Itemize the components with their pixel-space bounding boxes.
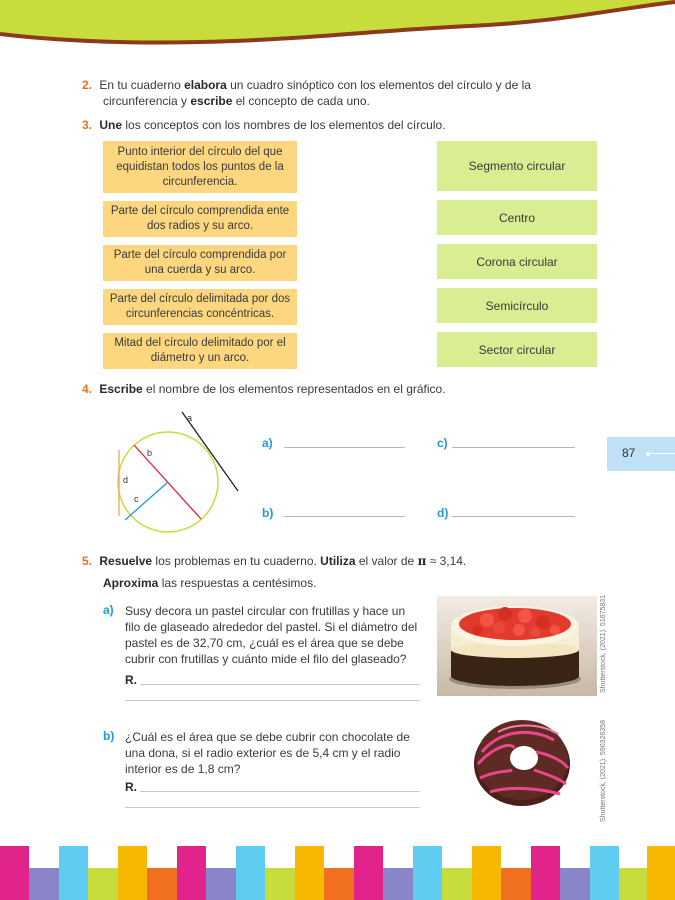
- exercise-5-text-b: el valor de: [355, 554, 418, 568]
- exercise-3-verb: Une: [99, 118, 123, 132]
- page-tab-line: [650, 453, 675, 454]
- exercise-5-text-a: los problemas en tu cuaderno.: [152, 554, 321, 568]
- problem-a-label: a): [103, 603, 114, 617]
- diagram-label-b: b: [147, 448, 153, 458]
- exercise-5-line-2: [103, 575, 563, 591]
- exercise-2-text-c: circunferencia y: [103, 94, 191, 108]
- answer-label-c: c): [437, 436, 448, 450]
- name-box-centro[interactable]: Centro: [437, 200, 597, 235]
- donut-image: [468, 712, 578, 812]
- definition-box-2[interactable]: Parte del círculo comprendida ente dos radios y su arco.: [103, 201, 297, 237]
- exercise-4-verb: Escribe: [99, 382, 143, 396]
- problem-a-r-label: R.: [125, 673, 137, 687]
- diagram-label-c: c: [134, 494, 139, 504]
- problem-b-answer-line-1[interactable]: [140, 791, 420, 792]
- header-wave: [0, 0, 675, 60]
- problem-b-label: b): [103, 729, 115, 743]
- exercise-5-verb-3: Aproxima: [103, 576, 159, 590]
- exercise-2-text-d: el concepto de cada uno.: [232, 94, 370, 108]
- exercise-5-text-c: ≈ 3,14.: [426, 554, 467, 568]
- exercise-2: [82, 77, 562, 93]
- radius-line: [125, 482, 168, 520]
- answer-label-a: a): [262, 436, 273, 450]
- decorative-color-strip: [0, 846, 675, 900]
- name-box-sector-circular[interactable]: Sector circular: [437, 332, 597, 367]
- problem-b-image-credit: Shutterstock, (2021). 590326358: [600, 720, 607, 822]
- exercise-2-number: 2.: [82, 78, 93, 92]
- page-number-tab: [607, 437, 675, 471]
- exercise-5-number: 5.: [82, 554, 93, 568]
- exercise-3: [82, 117, 562, 133]
- exercise-5: [82, 553, 562, 569]
- problem-b-text: ¿Cuál es el área que se debe cubrir con chocolate de una dona, si el radio exterior es de 5,4 cm y el radio interior es de 1,8 cm?: [125, 730, 410, 776]
- definition-box-4[interactable]: Parte del círculo delimitada por dos circunferencias concéntricas.: [103, 289, 297, 325]
- definition-box-3[interactable]: Parte del círculo comprendida por una cuerda y su arco.: [103, 245, 297, 281]
- exercise-4-number: 4.: [82, 382, 93, 396]
- diagram-label-a: a: [187, 413, 193, 423]
- strawberry-cake-image: [437, 596, 597, 696]
- pi-symbol: π: [417, 554, 427, 568]
- answer-line-b[interactable]: [284, 516, 405, 517]
- exercise-2-text-a: En tu cuaderno: [99, 78, 185, 92]
- exercise-5-verb-1: Resuelve: [99, 554, 153, 568]
- exercise-2-line-2: [103, 93, 563, 109]
- exercise-4-text: el nombre de los elementos representados en el gráfico.: [142, 382, 446, 396]
- exercise-3-number: 3.: [82, 118, 93, 132]
- exercise-3-text: los conceptos con los nombres de los elementos del círculo.: [122, 118, 446, 132]
- name-box-corona-circular[interactable]: Corona circular: [437, 244, 597, 279]
- problem-a-answer-line-1[interactable]: [140, 684, 420, 685]
- exercise-2-text-b: un cuadro sinóptico con los elementos del círculo y de la: [226, 78, 531, 92]
- problem-a-image-credit: Shutterstock, (2021). 51675831: [600, 594, 607, 693]
- problem-b-answer-line-2[interactable]: [125, 807, 420, 808]
- tangent-line: [182, 412, 238, 491]
- name-box-segmento-circular[interactable]: Segmento circular: [437, 141, 597, 191]
- circle-elements-diagram: [100, 405, 250, 535]
- definition-box-5[interactable]: Mitad del círculo delimitado por el diámetro y un arco.: [103, 333, 297, 369]
- exercise-2-verb-1: elabora: [184, 78, 227, 92]
- answer-line-d[interactable]: [452, 516, 575, 517]
- exercise-2-verb-2: escribe: [190, 94, 233, 108]
- diagram-label-d: d: [123, 475, 129, 485]
- problem-a-answer-line-2[interactable]: [125, 700, 420, 701]
- definition-box-1[interactable]: Punto interior del círculo del que equidistan todos los puntos de la circunferencia.: [103, 141, 297, 193]
- answer-label-d: d): [437, 506, 449, 520]
- problem-a-text: Susy decora un pastel circular con frutillas y hace un filo de glaseado alrededor del pastel. Si el diámetro del pastel es de 32,70 cm, ¿cuál es el área que se debe cubrir con frutillas y cuánto mide el filo del glaseado?: [125, 604, 418, 666]
- answer-line-c[interactable]: [452, 447, 575, 448]
- exercise-5-verb-2: Utiliza: [320, 554, 356, 568]
- answer-line-a[interactable]: [284, 447, 405, 448]
- name-box-semicirculo[interactable]: Semicírculo: [437, 288, 597, 323]
- page-number: 87: [622, 446, 636, 460]
- problem-b-r-label: R.: [125, 780, 137, 794]
- exercise-4: [82, 381, 562, 397]
- answer-label-b: b): [262, 506, 274, 520]
- exercise-5-text-d: las respuestas a centésimos.: [158, 576, 317, 590]
